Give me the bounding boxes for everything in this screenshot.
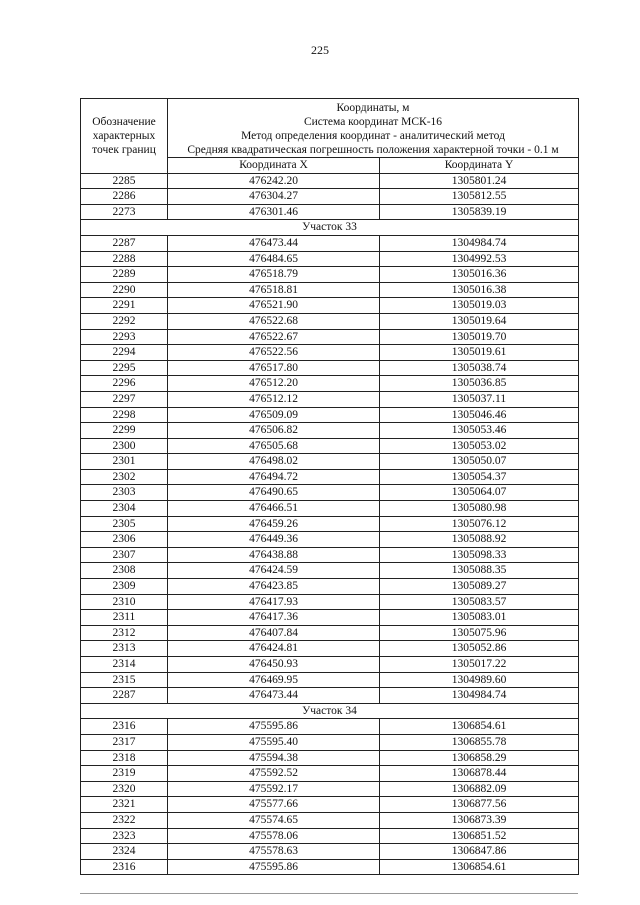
coord-x-cell: 476459.26 bbox=[168, 516, 380, 532]
coord-x-cell: 476301.46 bbox=[168, 204, 380, 220]
point-id-cell: 2324 bbox=[81, 844, 168, 860]
table-row bbox=[81, 438, 579, 454]
point-id-cell: 2289 bbox=[81, 267, 168, 283]
table-row bbox=[81, 734, 579, 750]
coord-y-cell: 1306882.09 bbox=[380, 781, 579, 797]
header-line: Метод определения координат - аналитический метод bbox=[241, 130, 505, 142]
coord-x-cell: 476490.65 bbox=[168, 485, 380, 501]
coord-y-cell: 1305064.07 bbox=[380, 485, 579, 501]
coord-y-cell: 1306854.61 bbox=[380, 719, 579, 735]
table-row bbox=[81, 313, 579, 329]
point-id-cell: 2288 bbox=[81, 251, 168, 267]
coord-y-cell: 1304989.60 bbox=[380, 672, 579, 688]
coord-x-cell: 475595.40 bbox=[168, 734, 380, 750]
table-row bbox=[81, 797, 579, 813]
point-id-cell: 2294 bbox=[81, 345, 168, 361]
point-id-cell: 2313 bbox=[81, 641, 168, 657]
header-line: Координаты, м bbox=[336, 102, 410, 114]
coord-y-cell: 1305089.27 bbox=[380, 579, 579, 595]
point-id-cell: 2286 bbox=[81, 189, 168, 205]
coord-x-cell: 476473.44 bbox=[168, 688, 380, 704]
coord-x-cell: 476450.93 bbox=[168, 657, 380, 673]
point-id-cell: 2307 bbox=[81, 547, 168, 563]
point-id-cell: 2308 bbox=[81, 563, 168, 579]
point-id-cell: 2310 bbox=[81, 594, 168, 610]
point-id-cell: 2305 bbox=[81, 516, 168, 532]
point-id-cell: 2301 bbox=[81, 454, 168, 470]
coord-x-cell: 475594.38 bbox=[168, 750, 380, 766]
coord-x-cell: 476466.51 bbox=[168, 501, 380, 517]
point-id-cell: 2314 bbox=[81, 657, 168, 673]
coord-y-cell: 1305016.36 bbox=[380, 267, 579, 283]
point-id-cell: 2285 bbox=[81, 173, 168, 189]
point-id-cell: 2298 bbox=[81, 407, 168, 423]
coord-y-cell: 1305053.46 bbox=[380, 423, 579, 439]
section-title: Участок 34 bbox=[81, 703, 579, 719]
coord-x-cell: 476424.81 bbox=[168, 641, 380, 657]
coord-x-cell: 476512.12 bbox=[168, 391, 380, 407]
table-row bbox=[81, 298, 579, 314]
coord-y-cell: 1305046.46 bbox=[380, 407, 579, 423]
coord-y-cell: 1305019.61 bbox=[380, 345, 579, 361]
coord-x-cell: 476449.36 bbox=[168, 532, 380, 548]
coord-x-cell: 475592.52 bbox=[168, 766, 380, 782]
table-row bbox=[81, 750, 579, 766]
coord-x-cell: 476424.59 bbox=[168, 563, 380, 579]
table-row bbox=[81, 641, 579, 657]
coord-x-cell: 476522.67 bbox=[168, 329, 380, 345]
coord-y-cell: 1305088.92 bbox=[380, 532, 579, 548]
coord-y-cell: 1305038.74 bbox=[380, 360, 579, 376]
page-bottom-rule bbox=[80, 893, 578, 894]
coord-x-cell: 476484.65 bbox=[168, 251, 380, 267]
coord-x-cell: 476498.02 bbox=[168, 454, 380, 470]
coord-y-cell: 1304984.74 bbox=[380, 235, 579, 251]
table-row bbox=[81, 501, 579, 517]
point-id-cell: 2315 bbox=[81, 672, 168, 688]
coord-x-cell: 476522.56 bbox=[168, 345, 380, 361]
table-row bbox=[81, 454, 579, 470]
point-id-cell: 2303 bbox=[81, 485, 168, 501]
coord-y-cell: 1305037.11 bbox=[380, 391, 579, 407]
coord-x-cell: 475595.86 bbox=[168, 859, 380, 875]
table-row bbox=[81, 329, 579, 345]
point-id-cell: 2290 bbox=[81, 282, 168, 298]
coord-y-cell: 1305088.35 bbox=[380, 563, 579, 579]
coord-x-cell: 476521.90 bbox=[168, 298, 380, 314]
coord-y-cell: 1305017.22 bbox=[380, 657, 579, 673]
table-row bbox=[81, 547, 579, 563]
table-row bbox=[81, 625, 579, 641]
table-row bbox=[81, 173, 579, 189]
coord-x-cell: 476304.27 bbox=[168, 189, 380, 205]
point-id-cell: 2311 bbox=[81, 610, 168, 626]
point-id-cell: 2299 bbox=[81, 423, 168, 439]
coord-x-cell: 475574.65 bbox=[168, 812, 380, 828]
coord-x-cell: 476518.81 bbox=[168, 282, 380, 298]
section-title-row bbox=[81, 703, 579, 719]
table-row bbox=[81, 828, 579, 844]
table-row bbox=[81, 407, 579, 423]
point-id-cell: 2318 bbox=[81, 750, 168, 766]
point-id-cell: 2297 bbox=[81, 391, 168, 407]
table-row bbox=[81, 204, 579, 220]
coord-x-cell: 476518.79 bbox=[168, 267, 380, 283]
header-point-designation: Обозначение характерных точек границ bbox=[81, 99, 168, 174]
coord-y-cell: 1305052.86 bbox=[380, 641, 579, 657]
point-id-cell: 2321 bbox=[81, 797, 168, 813]
table-row bbox=[81, 610, 579, 626]
header-coordinates-info bbox=[168, 99, 579, 158]
point-id-cell: 2320 bbox=[81, 781, 168, 797]
coord-y-cell: 1305083.57 bbox=[380, 594, 579, 610]
header-row bbox=[81, 99, 579, 158]
coordinates-table-body bbox=[81, 99, 579, 875]
point-id-cell: 2309 bbox=[81, 579, 168, 595]
table-row bbox=[81, 423, 579, 439]
table-row bbox=[81, 594, 579, 610]
table-row bbox=[81, 812, 579, 828]
coord-y-cell: 1305019.64 bbox=[380, 313, 579, 329]
coord-x-cell: 476517.80 bbox=[168, 360, 380, 376]
coord-y-cell: 1306847.86 bbox=[380, 844, 579, 860]
coord-x-cell: 476509.09 bbox=[168, 407, 380, 423]
coord-y-cell: 1305080.98 bbox=[380, 501, 579, 517]
coord-x-cell: 476506.82 bbox=[168, 423, 380, 439]
coord-x-cell: 475577.66 bbox=[168, 797, 380, 813]
table-row bbox=[81, 766, 579, 782]
coord-x-cell: 475595.86 bbox=[168, 719, 380, 735]
section-title: Участок 33 bbox=[81, 220, 579, 236]
table-row bbox=[81, 282, 579, 298]
point-id-cell: 2312 bbox=[81, 625, 168, 641]
table-row bbox=[81, 688, 579, 704]
coord-x-cell: 476417.93 bbox=[168, 594, 380, 610]
point-id-cell: 2319 bbox=[81, 766, 168, 782]
coord-x-cell: 476242.20 bbox=[168, 173, 380, 189]
coord-x-cell: 476494.72 bbox=[168, 469, 380, 485]
point-id-cell: 2306 bbox=[81, 532, 168, 548]
coord-y-cell: 1304992.53 bbox=[380, 251, 579, 267]
table-row bbox=[81, 376, 579, 392]
table-row bbox=[81, 516, 579, 532]
coord-y-cell: 1305801.24 bbox=[380, 173, 579, 189]
header-line: Средняя квадратическая погрешность положения характерной точки - 0.1 м bbox=[187, 144, 559, 156]
coord-x-cell: 476522.68 bbox=[168, 313, 380, 329]
coord-x-cell: 476469.95 bbox=[168, 672, 380, 688]
coord-y-cell: 1305016.38 bbox=[380, 282, 579, 298]
coord-y-cell: 1305019.03 bbox=[380, 298, 579, 314]
point-id-cell: 2316 bbox=[81, 719, 168, 735]
table-row bbox=[81, 579, 579, 595]
point-id-cell: 2300 bbox=[81, 438, 168, 454]
table-row bbox=[81, 360, 579, 376]
header-col-x: Координата X bbox=[168, 158, 380, 174]
point-id-cell: 2293 bbox=[81, 329, 168, 345]
coord-y-cell: 1305083.01 bbox=[380, 610, 579, 626]
coord-y-cell: 1306851.52 bbox=[380, 828, 579, 844]
coord-y-cell: 1306854.61 bbox=[380, 859, 579, 875]
table-row bbox=[81, 267, 579, 283]
table-row bbox=[81, 251, 579, 267]
coord-y-cell: 1305812.55 bbox=[380, 189, 579, 205]
table-row bbox=[81, 563, 579, 579]
table-row bbox=[81, 844, 579, 860]
point-id-cell: 2302 bbox=[81, 469, 168, 485]
table-row bbox=[81, 672, 579, 688]
coord-x-cell: 475578.06 bbox=[168, 828, 380, 844]
point-id-cell: 2304 bbox=[81, 501, 168, 517]
coord-x-cell: 476438.88 bbox=[168, 547, 380, 563]
coord-y-cell: 1304984.74 bbox=[380, 688, 579, 704]
coord-x-cell: 476423.85 bbox=[168, 579, 380, 595]
coord-y-cell: 1305050.07 bbox=[380, 454, 579, 470]
table-row bbox=[81, 345, 579, 361]
point-id-cell: 2295 bbox=[81, 360, 168, 376]
table-row bbox=[81, 469, 579, 485]
coord-y-cell: 1305098.33 bbox=[380, 547, 579, 563]
coord-x-cell: 476512.20 bbox=[168, 376, 380, 392]
point-id-cell: 2316 bbox=[81, 859, 168, 875]
coord-y-cell: 1305036.85 bbox=[380, 376, 579, 392]
point-id-cell: 2296 bbox=[81, 376, 168, 392]
point-id-cell: 2291 bbox=[81, 298, 168, 314]
point-id-cell: 2273 bbox=[81, 204, 168, 220]
table-row bbox=[81, 532, 579, 548]
table-row bbox=[81, 485, 579, 501]
coord-y-cell: 1306877.56 bbox=[380, 797, 579, 813]
coord-x-cell: 475592.17 bbox=[168, 781, 380, 797]
coordinates-table bbox=[80, 98, 579, 875]
table-row bbox=[81, 235, 579, 251]
coord-y-cell: 1305839.19 bbox=[380, 204, 579, 220]
table-row bbox=[81, 189, 579, 205]
coord-y-cell: 1305075.96 bbox=[380, 625, 579, 641]
point-id-cell: 2323 bbox=[81, 828, 168, 844]
point-id-cell: 2317 bbox=[81, 734, 168, 750]
coord-y-cell: 1305054.37 bbox=[380, 469, 579, 485]
point-id-cell: 2287 bbox=[81, 688, 168, 704]
point-id-cell: 2287 bbox=[81, 235, 168, 251]
header-line: Система координат МСК-16 bbox=[303, 116, 443, 128]
coord-y-cell: 1305053.02 bbox=[380, 438, 579, 454]
table-row bbox=[81, 657, 579, 673]
coord-x-cell: 476407.84 bbox=[168, 625, 380, 641]
point-id-cell: 2292 bbox=[81, 313, 168, 329]
table-row bbox=[81, 781, 579, 797]
point-id-cell: 2322 bbox=[81, 812, 168, 828]
header-col-y: Координата Y bbox=[380, 158, 579, 174]
table-row bbox=[81, 859, 579, 875]
coord-y-cell: 1306878.44 bbox=[380, 766, 579, 782]
table-row bbox=[81, 391, 579, 407]
coord-y-cell: 1305019.70 bbox=[380, 329, 579, 345]
coord-x-cell: 476417.36 bbox=[168, 610, 380, 626]
section-title-row bbox=[81, 220, 579, 236]
coord-y-cell: 1305076.12 bbox=[380, 516, 579, 532]
coord-x-cell: 476505.68 bbox=[168, 438, 380, 454]
coord-x-cell: 476473.44 bbox=[168, 235, 380, 251]
coord-x-cell: 475578.63 bbox=[168, 844, 380, 860]
table-row bbox=[81, 719, 579, 735]
coord-y-cell: 1306858.29 bbox=[380, 750, 579, 766]
page-number: 225 bbox=[311, 43, 329, 57]
coord-y-cell: 1306855.78 bbox=[380, 734, 579, 750]
coord-y-cell: 1306873.39 bbox=[380, 812, 579, 828]
